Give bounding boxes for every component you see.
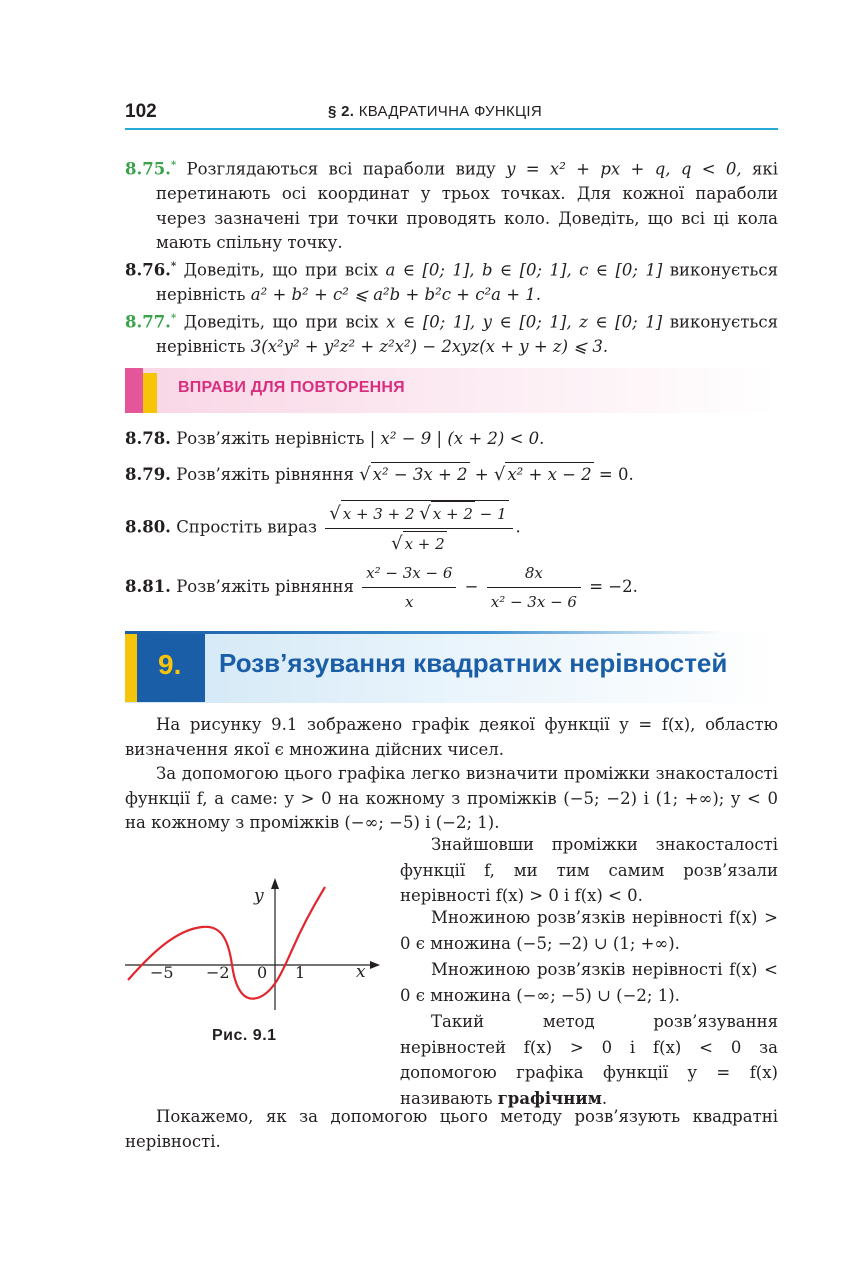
problem-8-75	[125, 154, 778, 256]
paragraph-2	[125, 762, 778, 836]
tick-label: 0	[257, 963, 268, 982]
radical-sign: √	[493, 464, 506, 485]
paragraph-text	[400, 1009, 778, 1111]
fraction	[362, 561, 456, 614]
figure-9-1-graph	[120, 875, 380, 1015]
equation-tail: .	[515, 517, 521, 537]
radical-sign: √	[359, 464, 371, 485]
problem-formula: a² + b² + c² ⩽ a²b + b²c + c²a + 1.	[250, 285, 542, 304]
fraction-numerator: 8x	[487, 561, 581, 588]
problem-text: Доведіть, що при всіх	[183, 260, 386, 280]
problem-text: виконується нерівність	[156, 260, 778, 304]
right-paragraph-3	[400, 957, 778, 1008]
term-bold: графічним	[497, 1088, 602, 1108]
paragraph-last	[125, 1105, 778, 1154]
paragraph-text: Множиною розв’язків нерівності f(x) < 0 є множина (−∞; −5) ∪ (−2; 1).	[400, 960, 778, 1005]
star-mark: *	[170, 261, 177, 272]
operator: −	[459, 577, 484, 596]
problem-number: 8.77.	[125, 312, 171, 332]
page-number: 102	[125, 101, 157, 122]
operator: +	[469, 465, 494, 484]
equation-tail: = 0.	[593, 465, 634, 484]
problem-number: 8.80.	[125, 517, 171, 537]
y-axis-label: y	[254, 886, 264, 906]
tick-label: −2	[206, 963, 230, 982]
running-header-title: КВАДРАТИЧНА ФУНКЦІЯ	[358, 103, 543, 120]
y-axis-arrow	[271, 878, 279, 889]
x-axis-label: x	[356, 962, 366, 982]
repetition-title: ВПРАВИ ДЛЯ ПОВТОРЕННЯ	[178, 379, 405, 396]
right-paragraph-1	[400, 832, 778, 909]
problem-formula: | x² − 9 | (x + 2) < 0.	[369, 429, 545, 448]
problem-formula: 3(x²y² + y²z² + z²x²) − 2xyz(x + y + z) ⩽ 3.	[250, 337, 609, 356]
fraction-numerator: √ x + 3 + 2 √ x + 2 − 1	[325, 500, 512, 529]
problem-text: виконується нерівність	[156, 312, 778, 356]
problem-8-81	[125, 561, 638, 614]
problem-text: Розв’яжіть рівняння	[176, 577, 360, 596]
tick-label: −5	[150, 963, 174, 982]
x-axis-arrow	[370, 961, 380, 969]
paragraph-text: За допомогою цього графіка легко визначити проміжки знакосталості функції f, а саме: y > 0 на кожному з проміжків (−5; −2) і (1; +∞); y < 0 на кожному з проміжків (−∞; −5) і (−2; 1).	[125, 764, 778, 832]
section-number: 9.	[158, 649, 182, 680]
problem-text: які перетинають осі координат у трьох точках. Для кожної параболи через зазначені три точки проводять коло. Доведіть, що всі ці кола мають спільну точку.	[156, 159, 779, 252]
problem-8-79	[125, 462, 634, 487]
repetition-accent-yellow	[143, 373, 157, 413]
section-mark: § 2.	[328, 103, 355, 120]
problem-number: 8.79.	[125, 465, 171, 484]
star-mark: *	[170, 160, 177, 171]
section-top-line	[125, 631, 725, 634]
fraction	[325, 500, 512, 556]
problem-8-76	[125, 255, 778, 308]
right-paragraph-4	[400, 1009, 778, 1111]
figure-caption: Рис. 9.1	[212, 1027, 277, 1044]
paragraph-1	[125, 713, 778, 762]
problem-8-80	[125, 500, 521, 556]
paragraph-text: Знайшовши проміжки знакосталості функції f, ми тим самим розв’язали нерівності f(x) > 0 і f(x) < 0.	[400, 835, 778, 905]
radicand: x + 2	[431, 501, 475, 526]
paragraph-text: Множиною розв’язків нерівності f(x) > 0 є множина (−5; −2) ∪ (1; +∞).	[400, 908, 778, 953]
problem-text: Розв’яжіть рівняння	[176, 465, 360, 484]
header-divider	[125, 128, 778, 130]
problem-text: Доведіть, що при всіх	[183, 312, 387, 332]
problem-text: Розглядаються всі параболи виду	[186, 159, 507, 179]
problem-formula: a ∈ [0; 1], b ∈ [0; 1], c ∈ [0; 1]	[385, 260, 663, 280]
problem-number: 8.76.	[125, 260, 171, 280]
fraction-numerator: x² − 3x − 6	[362, 561, 456, 588]
repetition-accent-pink	[125, 368, 143, 413]
radicand: x² − 3x + 2	[371, 462, 470, 487]
problem-number: 8.75.	[125, 159, 171, 179]
fraction-denominator: x	[405, 593, 414, 611]
section-title: Розв’язування квадратних нерівностей	[219, 648, 728, 678]
problem-text: Розв’яжіть нерівність	[176, 429, 370, 448]
problem-8-77	[125, 307, 778, 360]
fraction	[487, 561, 581, 614]
equation-tail: = −2.	[583, 577, 638, 596]
paragraph-text: На рисунку 9.1 зображено графік деякої функції y = f(x), областю визначення якої є множина дійсних чисел.	[125, 715, 778, 759]
paragraph-text: Покажемо, як за допомогою цього методу розв’язують квадратні нерівності.	[125, 1107, 778, 1151]
problem-number: 8.81.	[125, 577, 171, 596]
radicand: x² + x − 2	[505, 462, 593, 487]
problem-number: 8.78.	[125, 429, 171, 448]
star-mark: *	[170, 313, 177, 324]
problem-text: Спростіть вираз	[176, 517, 323, 537]
right-paragraph-2	[400, 905, 778, 956]
fraction-denominator: x² − 3x − 6	[490, 593, 577, 611]
radicand: x + 3 + 2	[342, 505, 415, 523]
problem-formula: x ∈ [0; 1], y ∈ [0; 1], z ∈ [0; 1]	[386, 312, 663, 332]
problem-formula: y = x² + px + q, q < 0,	[506, 159, 742, 179]
paragraph-text-part: Такий метод розв’язування нерівностей f(x) > 0 і f(x) < 0 за допомогою графіка функції y = f(x) називають	[400, 1012, 778, 1108]
radicand: x + 2	[403, 531, 447, 556]
running-header	[328, 103, 542, 120]
fraction-denominator: √ x + 2	[391, 533, 445, 554]
section-accent-yellow	[125, 634, 137, 702]
tick-label: 1	[295, 963, 306, 982]
paragraph-text-part: .	[601, 1088, 608, 1108]
problem-8-78	[125, 427, 544, 451]
numerator-tail: − 1	[474, 505, 507, 523]
